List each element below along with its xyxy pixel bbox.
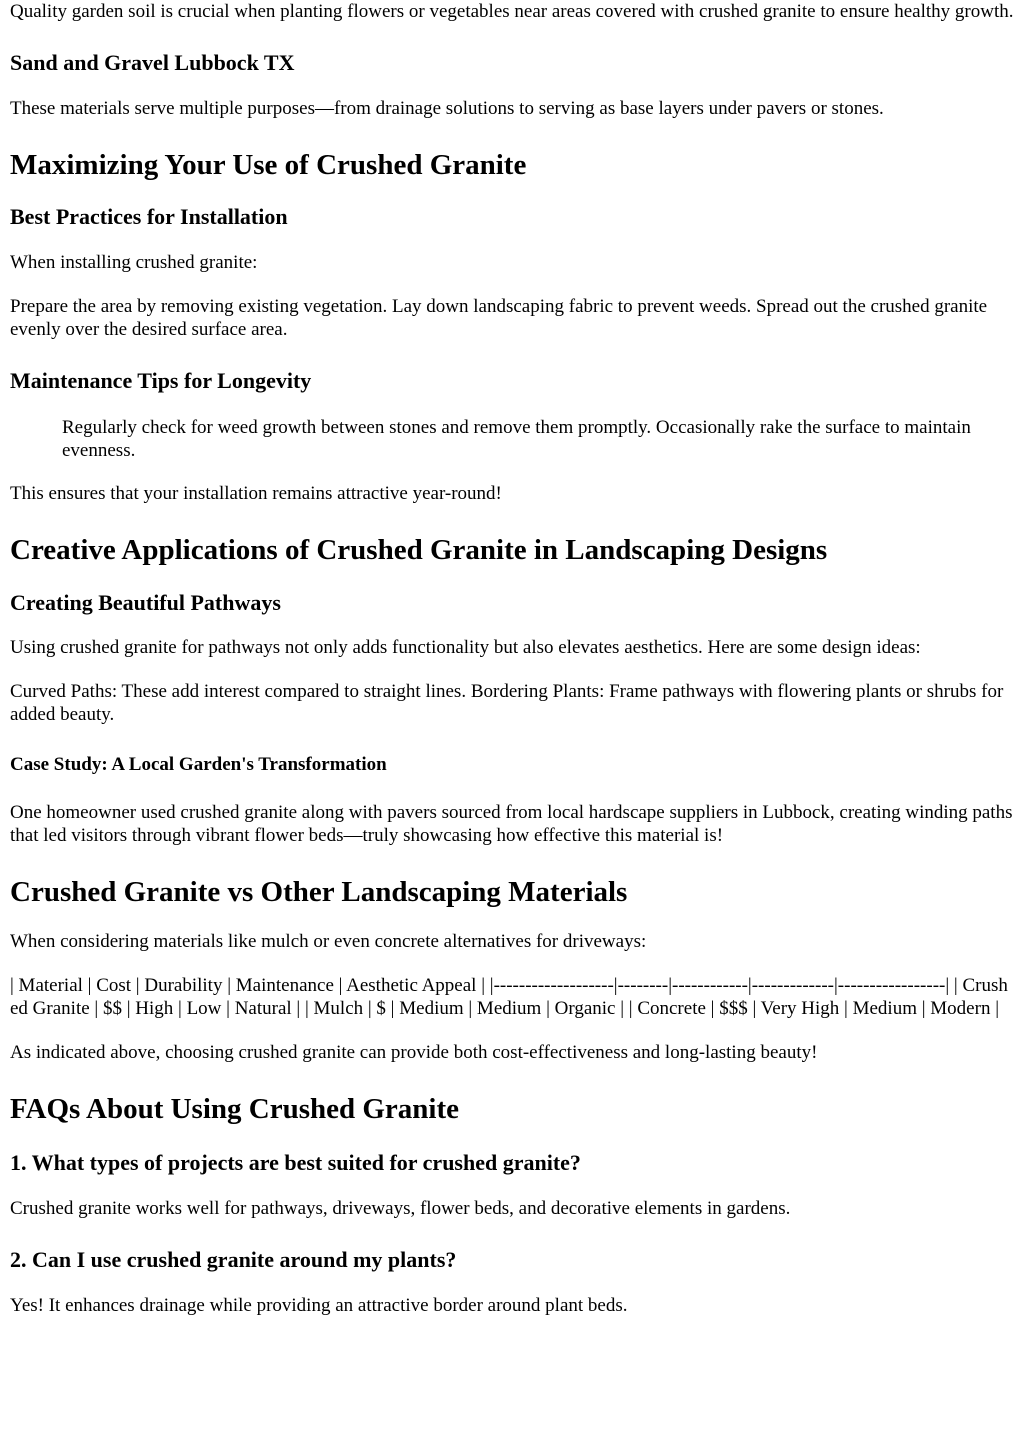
- faq-question: 1. What types of projects are best suited for crushed granite?: [10, 1150, 581, 1175]
- maximizing-heading: Maximizing Your Use of Crushed Granite: [10, 149, 527, 181]
- pathways-heading: Creating Beautiful Pathways: [10, 590, 281, 615]
- maintenance-after: This ensures that your installation remains attractive year-round!: [10, 483, 502, 504]
- faqs-heading: FAQs About Using Crushed Granite: [10, 1093, 460, 1125]
- pathways-paragraph: Curved Paths: These add interest compared to straight lines. Bordering Plants: Frame pathways with flowering plants or shrubs for added beauty.: [10, 681, 1004, 725]
- best-practices-heading: Best Practices for Installation: [10, 204, 288, 229]
- pathways-lead: Using crushed granite for pathways not only adds functionality but also elevates aesthetics. Here are some design ideas:: [10, 637, 921, 658]
- sand-gravel-paragraph: These materials serve multiple purposes—from drainage solutions to serving as base layers under pavers or stones.: [10, 98, 884, 119]
- comparison-after: As indicated above, choosing crushed granite can provide both cost-effectiveness and long-lasting beauty!: [10, 1042, 818, 1063]
- best-practices-lead: When installing crushed granite:: [10, 252, 258, 273]
- faq-answer: Yes! It enhances drainage while providing an attractive border around plant beds.: [10, 1295, 628, 1316]
- best-practices-paragraph: Prepare the area by removing existing vegetation. Lay down landscaping fabric to prevent weeds. Spread out the crushed granite evenly over the desired surface area.: [10, 296, 988, 340]
- faq-answer: Crushed granite works well for pathways, driveways, flower beds, and decorative elements in gardens.: [10, 1198, 791, 1219]
- maintenance-quote: Regularly check for weed growth between stones and remove them promptly. Occasionally rake the surface to maintain evenness.: [62, 417, 971, 461]
- creative-heading: Creative Applications of Crushed Granite in Landscaping Designs: [10, 534, 828, 566]
- case-study-heading: Case Study: A Local Garden's Transformation: [10, 754, 387, 775]
- sand-gravel-heading: Sand and Gravel Lubbock TX: [10, 50, 295, 75]
- intro-paragraph: Quality garden soil is crucial when planting flowers or vegetables near areas covered with crushed granite to ensure healthy growth.: [10, 1, 1014, 22]
- faq-question: 2. Can I use crushed granite around my plants?: [10, 1247, 457, 1272]
- comparison-table-text: | Material | Cost | Durability | Maintenance | Aesthetic Appeal | |-------------------|--------|------------|-------------|-----------------| | Crushed Granite | $$ | High | Low | Natural | | Mulch | $ | Medium | Medium | Organic | | Concrete | $$$ | Very High | Medium | Modern |: [10, 975, 1008, 1019]
- comparison-heading: Crushed Granite vs Other Landscaping Materials: [10, 876, 628, 908]
- case-study-paragraph: One homeowner used crushed granite along with pavers sourced from local hardscape suppliers in Lubbock, creating winding paths that led visitors through vibrant flower beds—truly showcasing how effective this material is!: [10, 802, 1013, 846]
- comparison-lead: When considering materials like mulch or even concrete alternatives for driveways:: [10, 931, 647, 952]
- maintenance-heading: Maintenance Tips for Longevity: [10, 368, 312, 393]
